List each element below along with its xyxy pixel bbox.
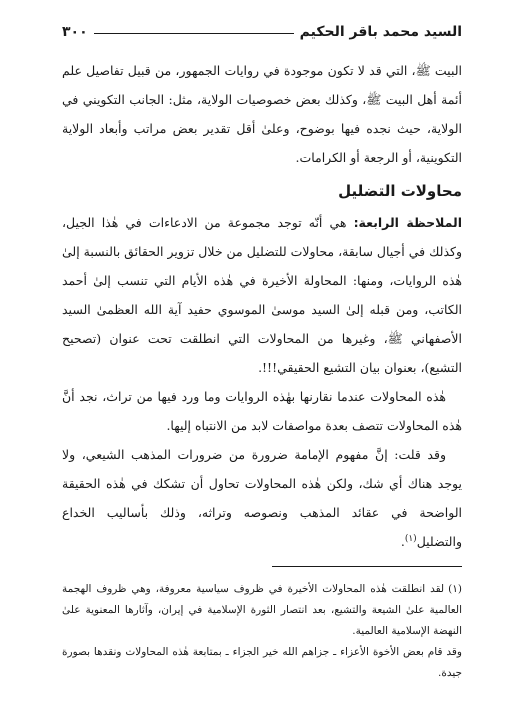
header-rule [94,33,294,34]
footnote-1-text: لقد انطلقت هٰذه المحاولات الأخيرة في ظروف سياسية معروفة، وهي ظروف الهجمة العالمية علىٰ الشيعة والتشيع، بعد انتصار الثورة الإسلامية في إيران، وآثارها المعنوية علىٰ النهضة الإسلامية العالمية. [62,583,462,637]
footnote-1-number: (١) [448,583,462,595]
book-page [62,18,462,684]
running-header [62,18,462,40]
page-number: ٣٠٠ [62,24,88,40]
body-text [62,56,462,556]
paragraph-3: هٰذه المحاولات عندما نقارنها بهٰذه الروايات وما ورد فيها من تراث، نجد أنَّ هٰذه المحاولات تتصف بعدة مواصفات لابد من الانتباه إليها. [62,389,462,433]
paragraph-4-text: وقد قلت: إنَّ مفهوم الإمامة ضرورة من ضرورات المذهب الشيعي، ولا يوجد هناك أي شك، ولكن هٰذه المحاولات تحاول أن تشكك في هٰذه الحقيقة الواضحة في عقائد المذهب ونصوصه وتراثه، وذلك بأساليب الخداع والتضليل [62,447,462,549]
footnote-1 [62,579,462,642]
paragraph-2-text: هي أنّه توجد مجموعة من الادعاءات في هٰذا الجيل، وكذلك في أجيال سابقة، محاولات للتضليل من خلال تزوير الحقائق بالنسبة إلىٰ هٰذه الروايات، ومنها: المحاولة الأخيرة في هٰذه الأيام التي تنسب إلىٰ أحمد الكاتب، ومن قبله إلىٰ السيد موسىٰ الموسوي حفيد آية الله العظمىٰ السيد الأصفهاني ﷺ، وغيرها من المحاولات التي انطلقت تحت عنوان (تصحيح التشيع)، بعنوان بيان التشيع الحقيقي!!!. [62,215,462,375]
footnotes [62,579,462,684]
paragraph-4 [62,440,462,556]
footnote-1-continuation: وقد قام بعض الأخوة الأعزاء ـ جزاهم الله خير الجزاء ـ بمتابعة هٰذه المحاولات ونقدها بصورة جيدة. [62,646,462,679]
author-title: السيد محمد باقر الحكيم [299,24,462,40]
section-heading: محاولات التضليل [338,182,462,200]
paragraph-1: البيت ﷺ، التي قد لا تكون موجودة في روايات الجمهور، من قبيل تفاصيل علم أئمة أهل البيت ﷺ، وكذلك بعض خصوصيات الولاية، مثل: الجانب التكويني في الولاية، حيث نجده فيها بوضوح، وعلىٰ أقل تقدير بعض مراتب وأبعاد الولاية التكوينية، أو الرجعة أو الكرامات. [62,63,462,165]
footnote-marker[interactable]: (١) [404,533,417,544]
footnote-rule [272,566,462,567]
paragraph-2-lead: الملاحظة الرابعة: [353,215,462,230]
paragraph-2 [62,208,462,382]
paragraph-4-end: . [400,534,405,549]
